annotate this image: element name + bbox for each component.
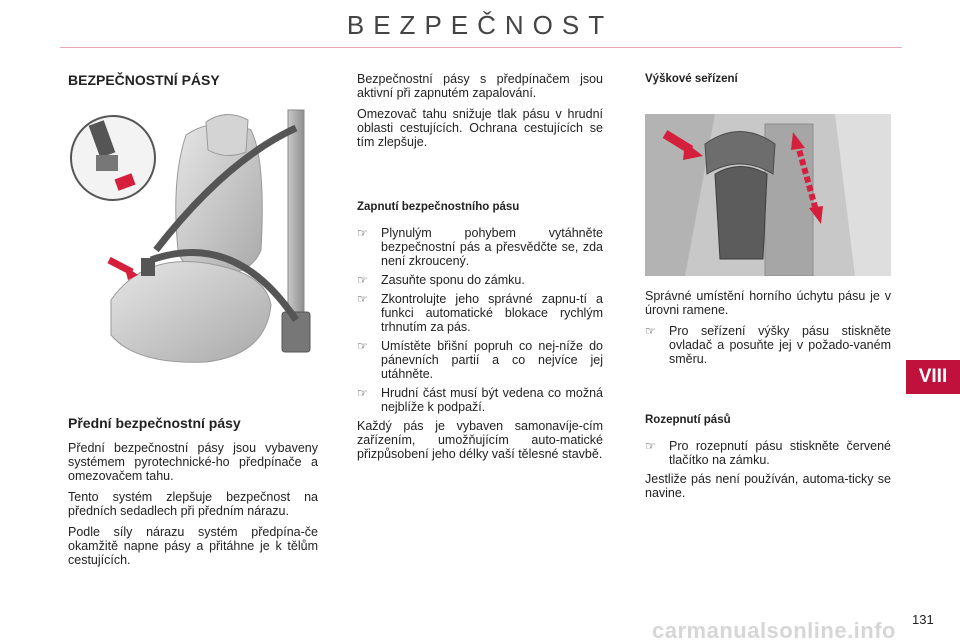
paragraph: Bezpečnostní pásy s předpínačem jsou aktivní při zapnutém zapalování.: [357, 72, 603, 100]
pointing-hand-icon: ☞: [357, 226, 368, 240]
list-item: ☞ Zasuňte sponu do zámku.: [357, 273, 525, 287]
pointing-hand-icon: ☞: [357, 339, 368, 353]
paragraph: Jestliže pás není používán, automa-ticky se navine.: [645, 472, 891, 500]
paragraph: Každý pás je vybaven samonavíje-cím zařízením, umožňujícím auto-matické přizpůsobení jeho délky vaší tělesné stavbě.: [357, 419, 603, 461]
left-column-text: [68, 441, 318, 574]
paragraph: Omezovač tahu snižuje tlak pásu v hrudní oblasti cestujících. Ochrana cestujících se tím zlepšuje.: [357, 107, 603, 149]
list-item: ☞ Pro seřízení výšky pásu stiskněte ovladač a posuňte jej v požado-vaném směru.: [645, 324, 891, 366]
unfasten-heading: Rozepnutí pásů: [645, 414, 731, 426]
belt-anchor-illustration: [645, 114, 891, 276]
watermark: carmanualsonline.info: [652, 618, 896, 643]
fasten-heading: Zapnutí bezpečnostního pásu: [357, 201, 520, 213]
paragraph: Přední bezpečnostní pásy jsou vybaveny systémem pyrotechnické-ho předpínače a omezovačem tahu.: [68, 441, 318, 483]
list-item: ☞ Zkontrolujte jeho správné zapnu-tí a funkci automatické blokace rychlým trhnutím za pás.: [357, 292, 603, 334]
height-adjust-figure: [645, 114, 891, 276]
pointing-hand-icon: ☞: [645, 439, 656, 453]
list-item: ☞ Hrudní část musí být vedena co možná nejblíže k podpaží.: [357, 386, 603, 414]
pointing-hand-icon: ☞: [645, 324, 656, 338]
header-divider: [60, 47, 902, 48]
seat-belt-figure: [66, 100, 328, 372]
paragraph: Tento systém zlepšuje bezpečnost na předních sedadlech při předním nárazu.: [68, 490, 318, 518]
section-title: BEZPEČNOSTNÍ PÁSY: [68, 72, 220, 88]
fasten-steps: [357, 226, 603, 414]
paragraph: Podle síly nárazu systém předpína-če okamžitě napne pásy a přitáhne je k tělům cestujících.: [68, 525, 318, 567]
pointing-hand-icon: ☞: [357, 292, 368, 306]
page-title: BEZPEČNOST: [346, 10, 614, 40]
height-adjust-heading: Výškové seřízení: [645, 73, 738, 85]
list-item: ☞ Plynulým pohybem vytáhněte bezpečnostní pás a přesvědčte se, zda není zkroucený.: [357, 226, 603, 268]
front-belts-heading: Přední bezpečnostní pásy: [68, 415, 241, 431]
seat-illustration: [66, 100, 328, 372]
paragraph: Správné umístění horního úchytu pásu je v úrovni ramene.: [645, 289, 891, 317]
pointing-hand-icon: ☞: [357, 386, 368, 400]
pointing-hand-icon: ☞: [357, 273, 368, 287]
list-item: ☞ Umístěte břišní popruh co nej-níže do pánevních partií a co nejvíce jej utáhněte.: [357, 339, 603, 381]
chapter-tab[interactable]: VIII: [906, 360, 960, 394]
height-steps: [645, 324, 891, 366]
list-item: ☞ Pro rozepnutí pásu stiskněte červené tlačítko na zámku.: [645, 439, 891, 467]
right-column-top: [645, 72, 891, 98]
right-column-bottom: [645, 289, 891, 507]
middle-column: [357, 72, 603, 468]
unfasten-steps: [645, 439, 891, 467]
page-number: 131: [912, 612, 934, 627]
